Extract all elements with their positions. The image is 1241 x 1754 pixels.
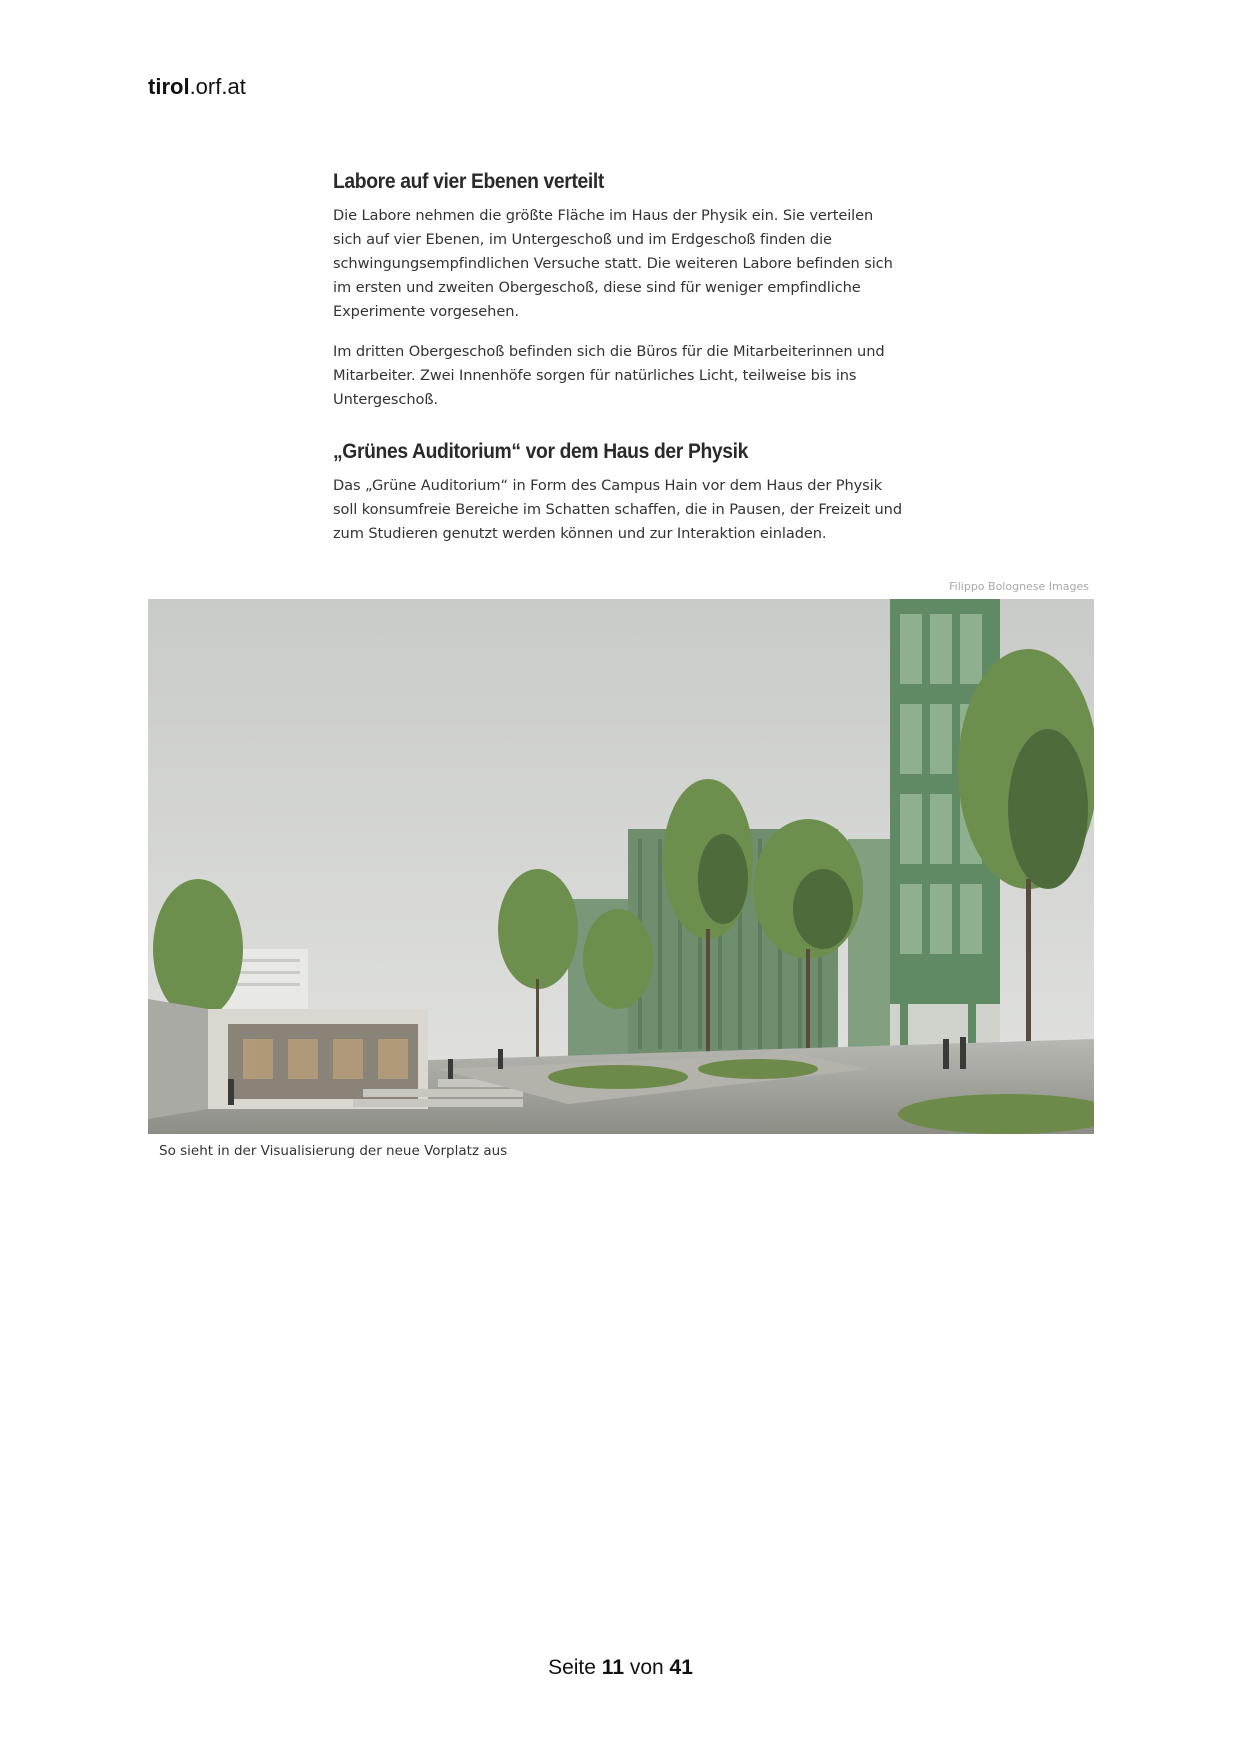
image-credit: Filippo Bolognese Images [949, 580, 1089, 593]
page-footer [0, 1656, 1241, 1680]
section-heading-auditorium: „Grünes Auditorium“ vor dem Haus der Physik [333, 440, 749, 463]
site-name-bold: tirol [148, 74, 190, 99]
visualization-image [148, 599, 1094, 1134]
site-name [148, 74, 246, 100]
image-caption: So sieht in der Visualisierung der neue Vorplatz aus [159, 1143, 508, 1159]
footer-middle: von [629, 1656, 664, 1679]
article-body [333, 168, 903, 546]
total-page-count: 41 [669, 1656, 693, 1679]
paragraph-labore-1: Die Labore nehmen die größte Fläche im Haus der Physik ein. Sie verteilen sich auf vier Ebenen, im Untergeschoß und im Erdgeschoß finden die schwingungsempfindlichen Versuche statt. Die weiteren Labore befinden sich im ersten und zweiten Obergeschoß, diese sind für weniger empfindliche Experimente vorgesehen. [333, 207, 893, 320]
paragraph-auditorium-1: Das „Grüne Auditorium“ in Form des Campus Hain vor dem Haus der Physik soll konsumfreie Bereiche im Schatten schaffen, die in Pausen, der Freizeit und zum Studieren genutzt werden können und zur Interaktion einladen. [333, 477, 902, 542]
current-page-number: 11 [601, 1656, 624, 1679]
visualization-illustration [148, 599, 1094, 1134]
section-heading-labore: Labore auf vier Ebenen verteilt [333, 170, 604, 193]
paragraph-labore-2: Im dritten Obergeschoß befinden sich die Büros für die Mitarbeiterinnen und Mitarbeiter. Zwei Innenhöfe sorgen für natürliches Licht, teilweise bis ins Untergeschoß. [333, 343, 885, 408]
footer-prefix: Seite [548, 1656, 596, 1679]
site-name-rest: .orf.at [189, 74, 246, 99]
